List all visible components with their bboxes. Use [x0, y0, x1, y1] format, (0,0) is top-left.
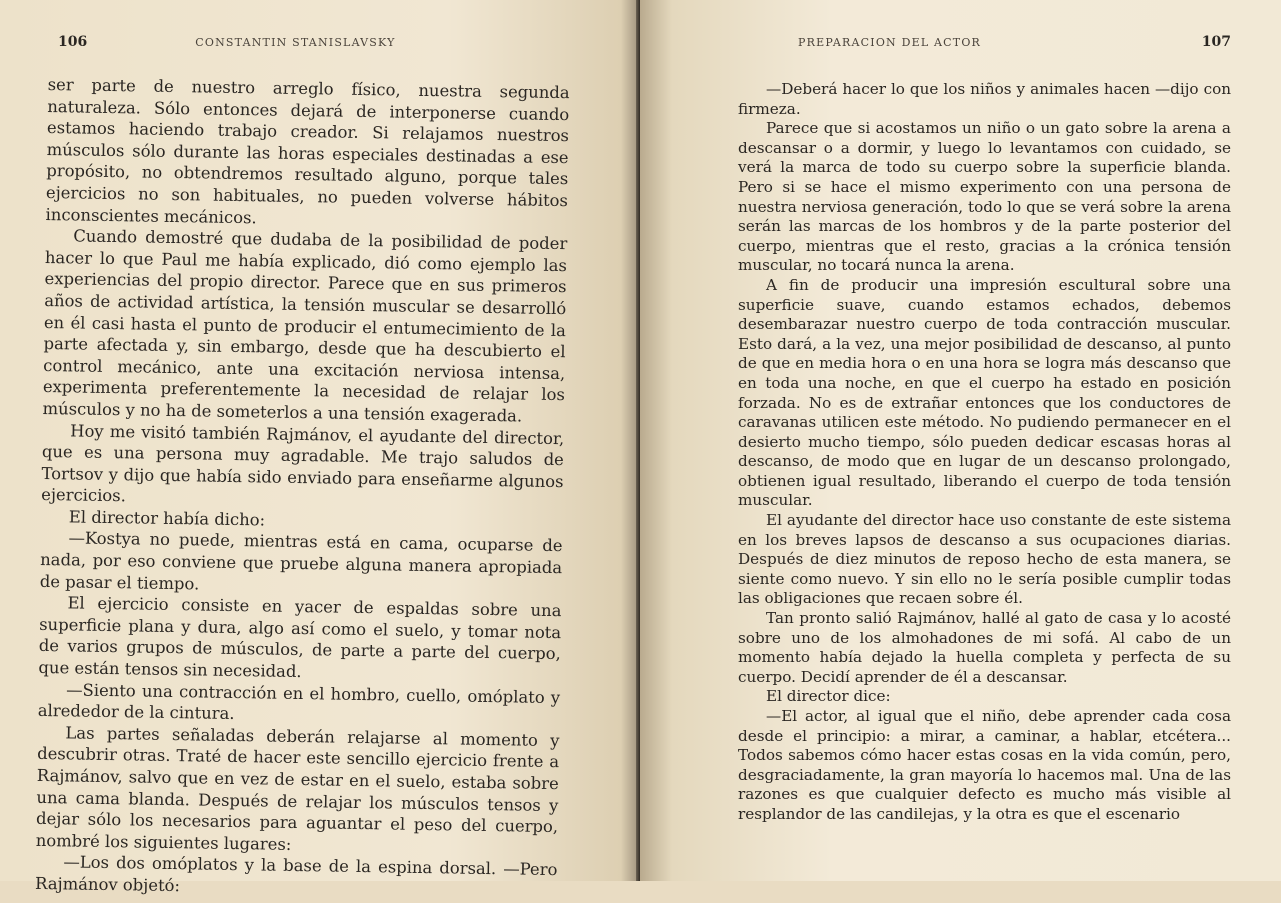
paragraph: Parece que si acostamos un niño o un gato sobre la arena a descansar o a dormir, y luego lo levantamos con cuidado, se verá la marca de todo su cuerpo sobre la superficie blanda. Pero si se hace el mismo experimento con una persona de nuestra nerviosa generación, todo lo que se verá sobre la arena serán las marcas de los hombros y de la parte posterior del cuerpo, mientras que el resto, gracias a la crónica tensión muscular, no tocará nunca la arena.	[738, 119, 1231, 275]
paragraph: El director dice:	[766, 687, 891, 706]
paragraph: Tan pronto salió Rajmánov, hallé al gato de casa y lo acosté sobre uno de los almohadones de mi sofá. Al cabo de un momento había dejado la huella completa y perfecta de su cuerpo. Decidí aprender de él a descansar.	[738, 609, 1231, 686]
left-page	[0, 0, 640, 896]
right-running-head: PREPARACION DEL ACTOR	[798, 36, 982, 49]
right-page-header	[738, 34, 1231, 64]
right-page-number: 107	[1201, 34, 1231, 50]
right-page-body	[738, 64, 1231, 825]
left-page-number: 106	[58, 34, 88, 50]
paragraph: —Siento una contracción en el hombro, cuello, omóplato y alrededor de la cintura.	[37, 679, 561, 724]
paragraph: El director había dicho:	[68, 507, 266, 530]
paragraph: Las partes señaladas deberán relajarse al momento y descubrir otras. Traté de hacer este sencillo ejercicio frente a Rajmánov, salvo que en vez de estar en el suelo, estaba sobre una cama blanda. Después de relajar los músculos tensos y dejar sólo los necesarios para aguantar el peso del cuerpo, nombré los siguientes lugares:	[35, 723, 560, 854]
paragraph: —Deberá hacer lo que los niños y animales hacen —dijo con firmeza.	[738, 80, 1231, 118]
paragraph: —Kostya no puede, mientras está en cama, ocuparse de nada, por eso conviene que pruebe alguna manera apropiada de pasar el tiempo.	[39, 528, 563, 594]
left-running-head: CONSTANTIN STANISLAVSKY	[195, 36, 396, 49]
paragraph: A fin de producir una impresión escultural sobre una superficie suave, cuando estamos echados, debemos desembarazar nuestro cuerpo de toda contracción muscular. Esto dará, a la vez, una mejor posibilidad de descanso, al punto de que en media hora o en una hora se logra más descanso que en toda una noche, en que el cuerpo ha estado en posición forzada. No es de extrañar entonces que los conductores de caravanas utilicen este método. No pudiendo permanecer en el desierto mucho tiempo, sólo pueden dedicar escasas horas al descanso, de modo que en lugar de un descanso prolongado, obtienen igual resultado, liberando el cuerpo de toda tensión muscular.	[738, 275, 1231, 510]
right-page	[640, 0, 1281, 881]
left-page-body	[35, 64, 570, 903]
paragraph: Hoy me visitó también Rajmánov, el ayudante del director, que es una persona muy agradable. Me trajo saludos de Tortsov y dijo que había sido enviado para enseñarme algunos ejercicios.	[41, 420, 565, 506]
paragraph: Cuando demostré que dudaba de la posibilidad de poder hacer lo que Paul me había explicado, dió como ejemplo las experiencias del propio director. Parece que en sus primeros años de actividad artística, la tensión muscular se desarrolló en él casi hasta el punto de producir el entumecimiento de la parte afectada y, sin embargo, desde que ha descubierto el control mecánico, ante una excitación nerviosa intensa, experimenta preferentemente la necesidad de relajar los músculos y no ha de someterlos a una tensión exagerada.	[42, 226, 568, 426]
paragraph: El ayudante del director hace uso constante de este sistema en los breves lapsos de descanso a sus ocupaciones diarias. Después de diez minutos de reposo hecho de esta manera, se siente como nuevo. Y sin ello no le sería posible cumplir todas las obligaciones que recaen sobre él.	[738, 511, 1231, 608]
left-page-header	[48, 34, 570, 64]
paragraph: El ejercicio consiste en yacer de espaldas sobre una superficie plana y dura, algo así como el suelo, y tomar nota de varios grupos de músculos, de parte a parte del cuerpo, que están tensos sin necesidad.	[38, 593, 562, 682]
paragraph: —Los dos omóplatos y la base de la espina dorsal. —Pero Rajmánov objetó:	[34, 852, 558, 896]
paragraph: —El actor, al igual que el niño, debe aprender cada cosa desde el principio: a mirar, a caminar, a hablar, etcétera... Todos sabemos cómo hacer estas cosas en la vida común, pero, desgraciadamente, la gran mayoría lo hacemos mal. Una de las razones es que cualquier defecto es mucho más visible al resplandor de las candilejas, y la otra es que el escenario	[738, 707, 1231, 823]
paragraph: ser parte de nuestro arreglo físico, nuestra segunda naturaleza. Sólo entonces dejará de interponerse cuando estamos haciendo trabajo creador. Si relajamos nuestros músculos sólo durante las horas especiales destinadas a ese propósito, no obtendremos resultado alguno, porque tales ejercicios no son habituales, no pueden volverse hábitos inconscientes mecánicos.	[45, 74, 570, 227]
